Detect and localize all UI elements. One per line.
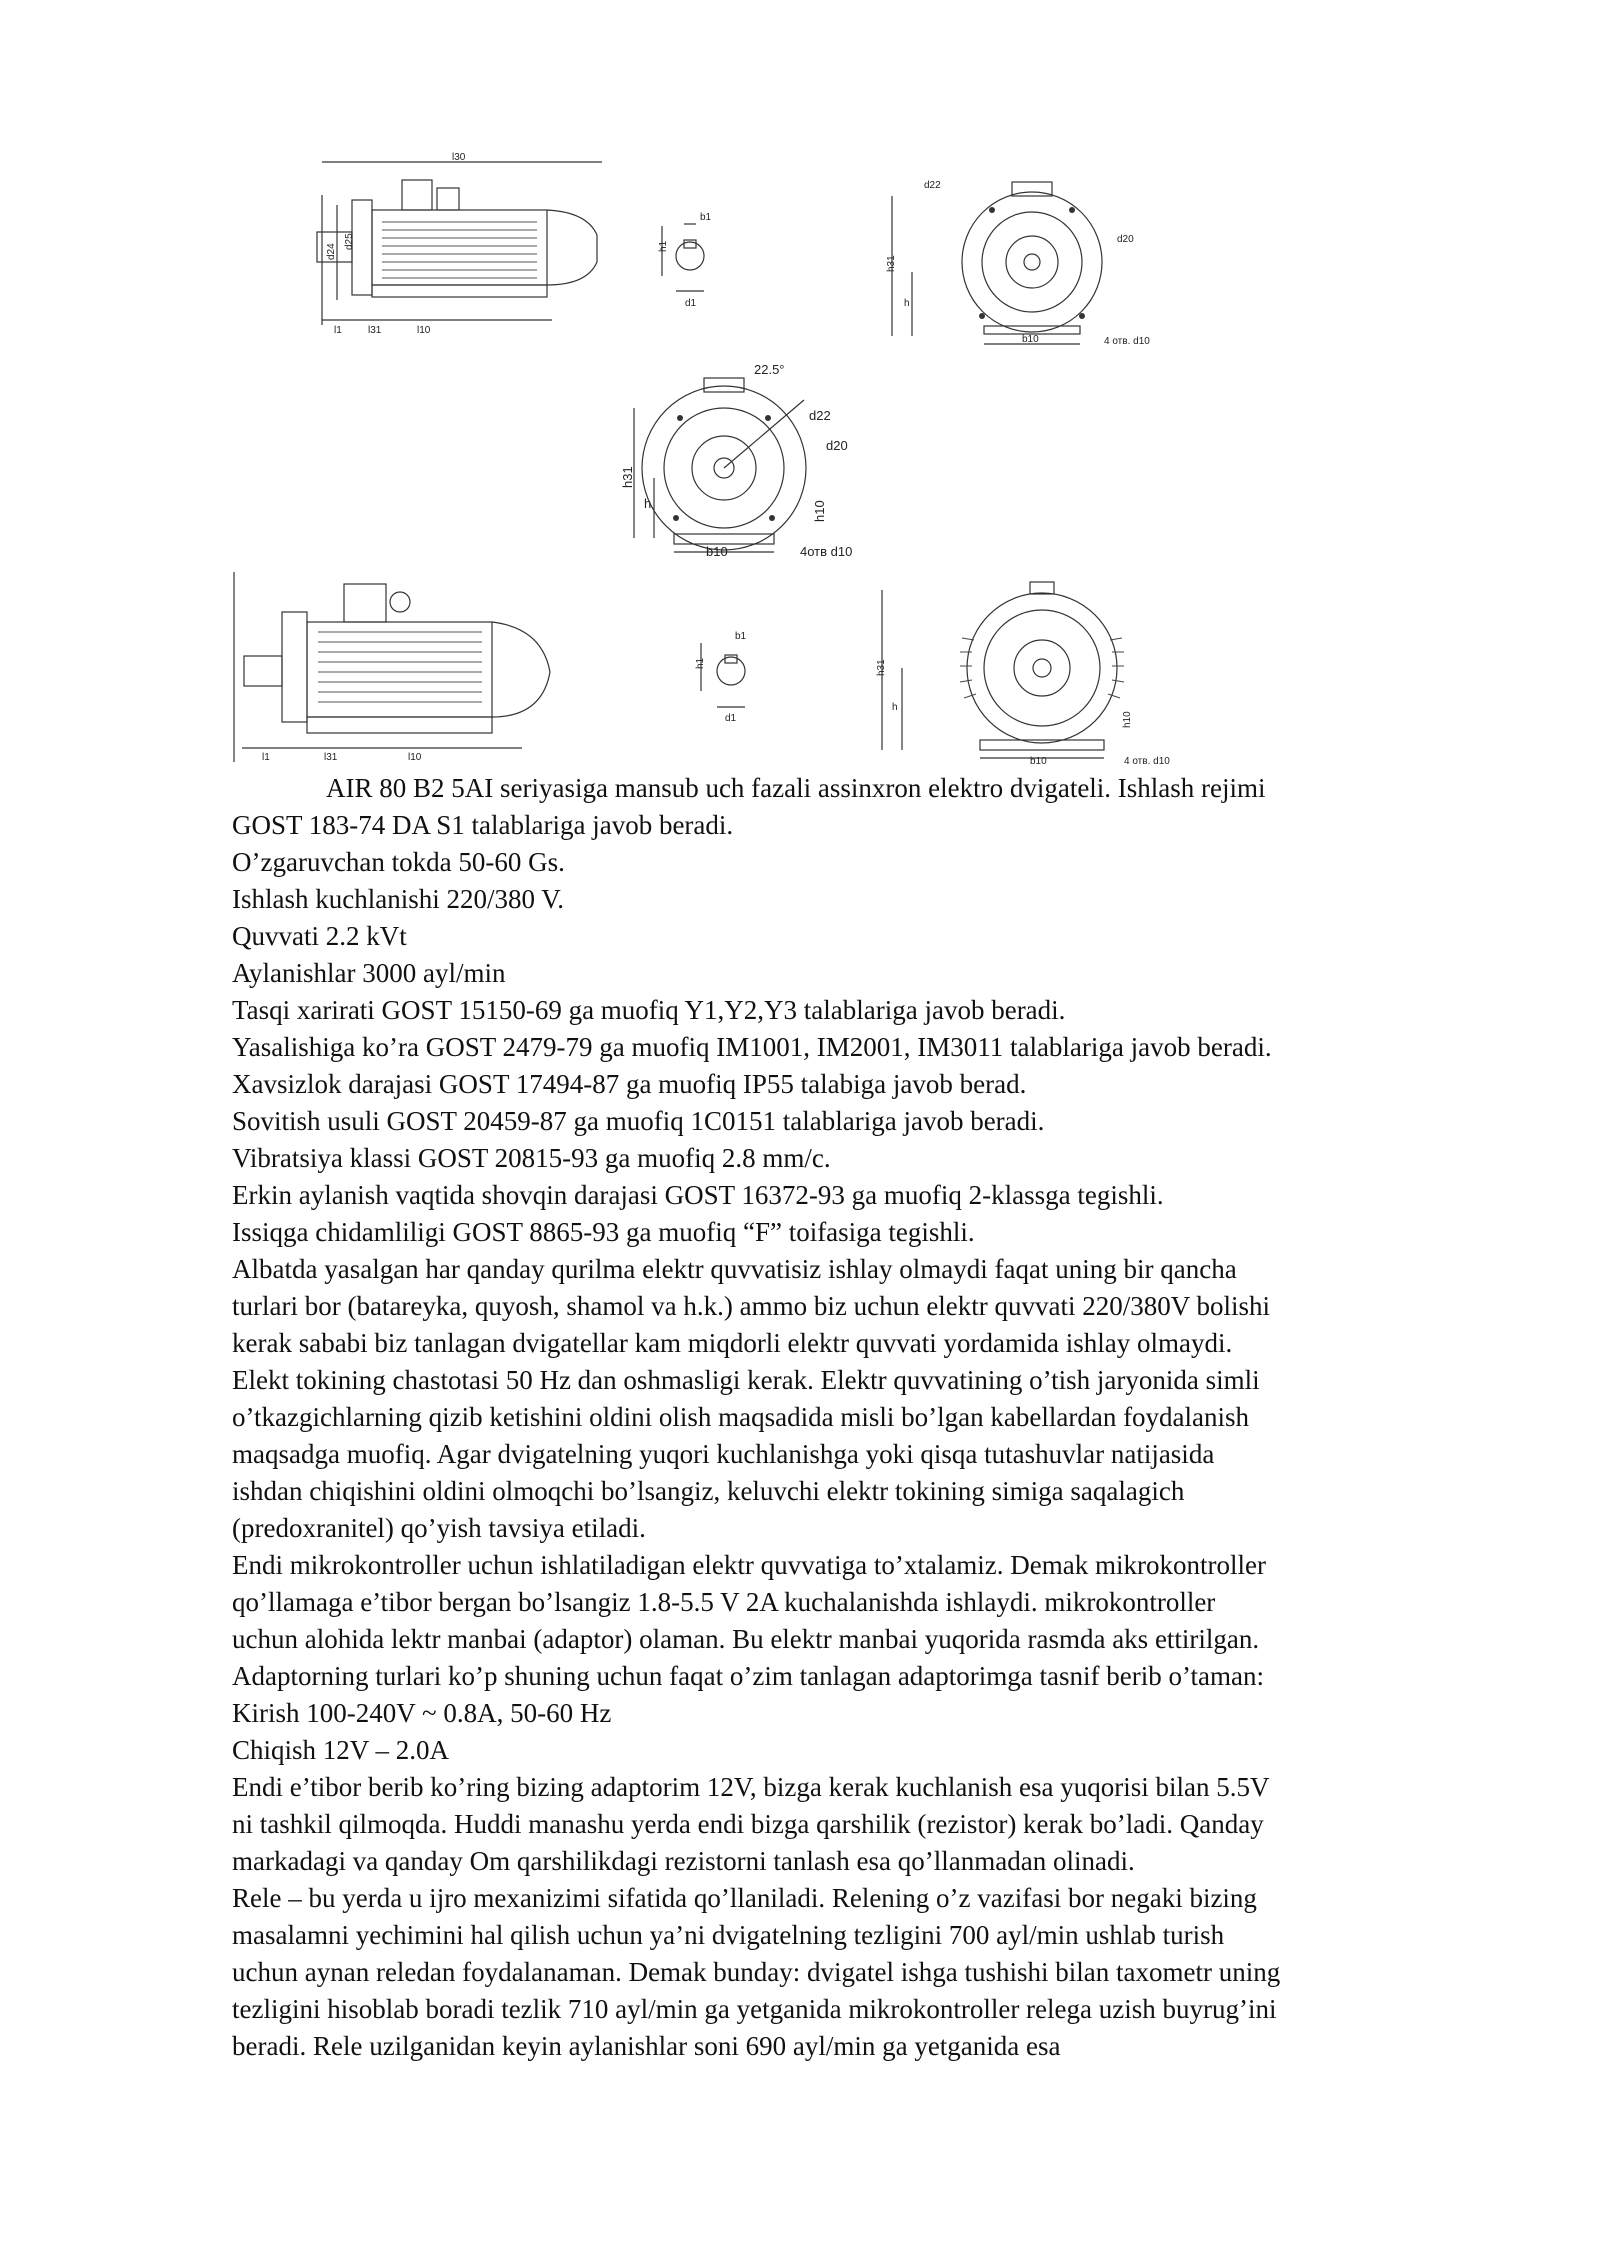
paragraph-line: Vibratsiya klassi GOST 20815-93 ga muofiq 2.8 mm/c. [232,1143,831,1173]
paragraph-line: Yasalishiga ko’ra GOST 2479-79 ga muofiq IM1001, IM2001, IM3011 talablariga javob beradi. [232,1032,1272,1062]
dim-holes-bottom: 4 отв. d10 [1124,756,1170,766]
paragraph-line: Issiqga chidamliligi GOST 8865-93 ga muofiq “F” toifasiga tegishli. [232,1217,975,1247]
motor-side-view-bottom [232,572,562,766]
dim-h31-mid: h31 [620,466,635,488]
dim-d25: d25 [344,233,355,250]
paragraph-line: Sovitish usuli GOST 20459-87 ga muofiq 1C0151 talablariga javob beradi. [232,1106,1045,1136]
paragraph-line: tezligini hisoblab boradi tezlik 710 ayl/min ga yetganida mikrokontroller relega uzish buyrug’ini [232,1994,1277,2024]
paragraph-line: o’tkazgichlarning qizib ketishini oldini olish maqsadida misli bo’lgan kabellardan foydalanish [232,1402,1250,1432]
paragraph-line: Quvvati 2.2 kVt [232,921,407,951]
paragraph-line: Kirish 100-240V ~ 0.8A, 50-60 Hz [232,1698,612,1728]
paragraph-line: masalamni yechimini hal qilish uchun ya’ni dvigatelning tezligini 700 ayl/min ushlab turish [232,1920,1225,1950]
dim-d24: d24 [326,243,337,260]
dim-b10-bottom: b10 [1030,756,1047,766]
dim-h1-bottom: h1 [695,657,706,669]
dim-l10: l10 [417,325,431,336]
flange-front-view-middle [604,358,924,558]
dim-h10-mid: h10 [812,500,827,522]
paragraph-line: maqsadga muofiq. Agar dvigatelning yuqori kuchlanishga yoki qisqa tutashuvlar natijasida [232,1439,1215,1469]
shaft-key-section-top [652,206,732,316]
dim-angle: 22.5° [754,362,785,377]
dim-h10-bottom: h10 [1122,711,1133,728]
dim-l30: l30 [452,152,466,163]
paragraph-line: ni tashkil qilmoqda. Huddi manashu yerda endi bizga qarshilik (rezistor) kerak bo’ladi. Qanday [232,1809,1264,1839]
dim-d22-mid: d22 [809,408,831,423]
document-body [232,770,1522,2065]
motor-side-view-top [312,150,612,338]
dim-h31: h31 [886,255,897,272]
paragraph-line: uchun aynan reledan foydalanaman. Demak bunday: dvigatel ishga tushishi bilan taxometr uning [232,1957,1281,1987]
dim-h1: h1 [658,240,669,252]
dim-d1-bottom: d1 [725,713,737,723]
dim-b1-bottom: b1 [735,631,747,642]
paragraph-line: O’zgaruvchan tokda 50-60 Gs. [232,847,565,877]
dim-h: h [904,298,910,309]
paragraph-line: (predoxranitel) qo’yish tavsiya etiladi. [232,1513,646,1543]
dim-d20: d20 [1117,234,1134,245]
dim-d22: d22 [924,180,941,191]
paragraph-line: AIR 80 B2 5AI seriyasiga mansub uch fazali assinxron elektro dvigateli. Ishlash rejimi [326,773,1266,803]
shaft-key-section-bottom [687,623,777,723]
dim-b1: b1 [700,212,712,223]
flange-front-view-top [872,176,1192,346]
paragraph-line: Ishlash kuchlanishi 220/380 V. [232,884,565,914]
paragraph-line: kerak sababi biz tanlagan dvigatellar kam miqdorli elektr quvvati yordamida ishlay olmaydi. [232,1328,1233,1358]
paragraph-line: Rele – bu yerda u ijro mexanizimi sifatida qo’llaniladi. Relening o’z vazifasi bor negaki bizing [232,1883,1257,1913]
paragraph-line: qo’llamaga e’tibor bergan bo’lsangiz 1.8-5.5 V 2A kuchalanishda ishlaydi. mikrokontroller [232,1587,1216,1617]
paragraph-line: beradi. Rele uzilganidan keyin aylanishlar soni 690 ayl/min ga yetganida esa [232,2031,1061,2061]
dim-b10: b10 [1022,334,1039,345]
finned-front-view-bottom [862,580,1202,766]
dim-holes-mid: 4отв d10 [800,544,853,558]
dim-h31-bottom: h31 [876,659,887,676]
paragraph-line: ishdan chiqishini oldini olmoqchi bo’lsangiz, keluvchi elektr tokining simiga saqalagich [232,1476,1185,1506]
dim-d20-mid: d20 [826,438,848,453]
motor-drawings [232,148,1232,766]
dim-l1: l1 [334,325,342,336]
paragraph-line: Chiqish 12V – 2.0A [232,1735,450,1765]
dim-holes-small: 4 отв. d10 [1104,336,1150,346]
dim-h-mid: h [644,496,652,511]
paragraph-line: Endi e’tibor berib ko’ring bizing adaptorim 12V, bizga kerak kuchlanish esa yuqorisi bilan 5.5V [232,1772,1270,1802]
dim-l31-bottom: l31 [324,752,338,763]
paragraph-line: Aylanishlar 3000 ayl/min [232,958,506,988]
paragraph-line: Tasqi xarirati GOST 15150-69 ga muofiq Y1,Y2,Y3 talablariga javob beradi. [232,995,1066,1025]
paragraph-line: Endi mikrokontroller uchun ishlatiladigan elektr quvvatiga to’xtalamiz. Demak mikrokontroller [232,1550,1266,1580]
dim-l1-bottom: l1 [262,752,270,763]
paragraph-line: Elekt tokining chastotasi 50 Hz dan oshmasligi kerak. Elektr quvvatining o’tish jaryonida simli [232,1365,1260,1395]
dim-b10-mid: b10 [706,544,728,558]
paragraph-line: uchun alohida lektr manbai (adaptor) olaman. Bu elektr manbai yuqorida rasmda aks ettirilgan. [232,1624,1260,1654]
paragraph-line: Erkin aylanish vaqtida shovqin darajasi GOST 16372-93 ga muofiq 2-klassga tegishli. [232,1180,1164,1210]
dim-l10-bottom: l10 [408,752,422,763]
paragraph-line: Adaptorning turlari ko’p shuning uchun faqat o’zim tanlagan adaptorimga tasnif berib o’taman: [232,1661,1264,1691]
paragraph-line: Xavsizlok darajasi GOST 17494-87 ga muofiq IP55 talabiga javob berad. [232,1069,1027,1099]
paragraph-line: GOST 183-74 DA S1 talablariga javob beradi. [232,810,734,840]
dim-l31: l31 [368,325,382,336]
paragraph-line: turlari bor (batareyka, quyosh, shamol va h.k.) ammo biz uchun elektr quvvati 220/380V bolishi [232,1291,1271,1321]
dim-h-bottom: h [892,702,898,713]
paragraph-line: Albatda yasalgan har qanday qurilma elektr quvvatisiz ishlay olmaydi faqat uning bir qancha [232,1254,1237,1284]
dim-d1: d1 [685,298,697,309]
paragraph-line: markadagi va qanday Om qarshilikdagi rezistorni tanlash esa qo’llanmadan olinadi. [232,1846,1135,1876]
